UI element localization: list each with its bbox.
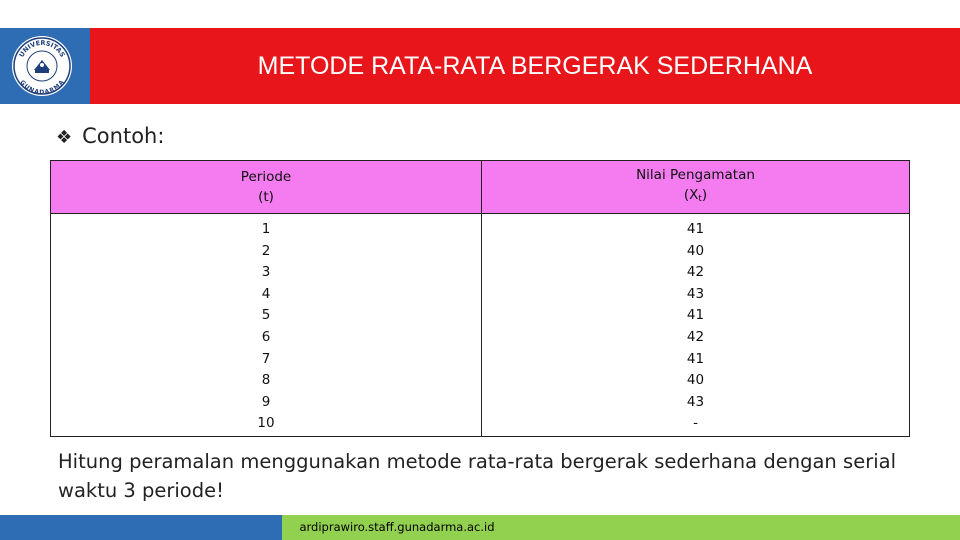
- periode-cell: 3: [261, 264, 271, 281]
- nilai-cell: 43: [686, 285, 705, 302]
- periode-cell: 10: [257, 415, 275, 432]
- periode-cell: 4: [261, 285, 271, 302]
- periode-column: [51, 214, 482, 437]
- logo-box: [0, 28, 90, 104]
- data-table: [50, 160, 910, 433]
- bullet-label: Contoh:: [82, 124, 165, 148]
- nilai-cell: 42: [686, 328, 705, 345]
- footer-url: ardiprawiro.staff.gunadarma.ac.id: [299, 520, 495, 534]
- periode-cell: 2: [261, 242, 271, 259]
- task-description: Hitung peramalan menggunakan metode rata-rata bergerak sederhana dengan serial waktu 3 periode!: [58, 450, 896, 502]
- periode-cell: 7: [261, 350, 271, 367]
- periode-cell: 1: [261, 221, 271, 237]
- nilai-cell: 42: [686, 264, 705, 281]
- nilai-cell: 43: [686, 393, 705, 410]
- header-periode-line2: (t): [258, 189, 274, 205]
- slide-title: METODE RATA-RATA BERGERAK SEDERHANA: [257, 52, 813, 80]
- bullet-line: [56, 124, 164, 148]
- university-logo: [12, 36, 72, 96]
- header-periode: [51, 161, 482, 214]
- header-nilai-line2: $(X_t)$: [683, 187, 708, 204]
- nilai-cell: 41: [686, 221, 705, 237]
- periode-cell: 6: [261, 328, 271, 345]
- nilai-cell: 40: [686, 242, 705, 259]
- periode-cell: 8: [261, 372, 271, 389]
- nilai-column: [482, 214, 910, 437]
- nilai-cell: 40: [686, 372, 705, 389]
- header-periode-line1: Periode: [240, 169, 292, 185]
- header-nilai-line1: Nilai Pengamatan: [636, 167, 755, 183]
- nilai-cell: 41: [686, 307, 705, 324]
- footer-blue-bar: [0, 515, 282, 540]
- nilai-cell: 41: [686, 350, 705, 367]
- logo-top-text: UNIVERSITAS: [17, 38, 67, 59]
- diamond-bullet-icon: ❖: [56, 127, 73, 148]
- nilai-cell: -: [693, 415, 698, 432]
- header-nilai: [482, 161, 910, 214]
- periode-cell: 9: [261, 393, 271, 410]
- logo-bottom-text: GUNADARMA: [18, 79, 66, 96]
- periode-cell: 5: [261, 307, 271, 324]
